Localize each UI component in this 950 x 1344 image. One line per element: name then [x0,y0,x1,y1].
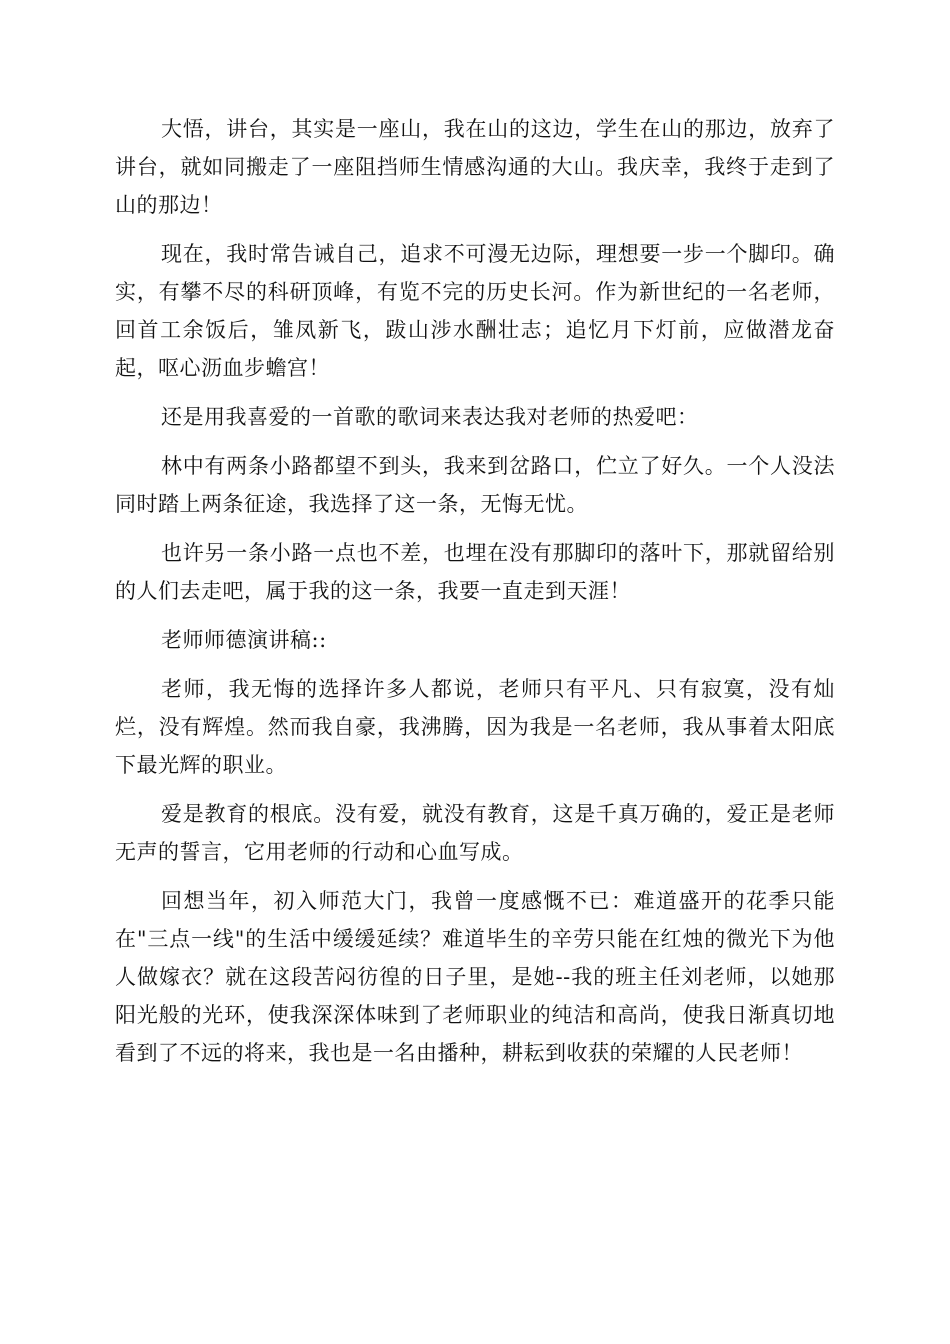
paragraph: 老师，我无悔的选择许多人都说，老师只有平凡、只有寂寞，没有灿烂，没有辉煌。然而我自豪，我沸腾，因为我是一名老师，我从事着太阳底下最光辉的职业。 [115,677,835,777]
paragraph: 也许另一条小路一点也不差，也埋在没有那脚印的落叶下，那就留给别的人们去走吧，属于我的这一条，我要一直走到天涯！ [115,541,835,603]
section-heading: 老师师德演讲稿:: [161,628,327,652]
paragraph: 回想当年，初入师范大门，我曾一度感慨不已：难道盛开的花季只能在"三点一线"的生活中缓缓延续？难道毕生的辛劳只能在红烛的微光下为他人做嫁衣？就在这段苦闷彷徨的日子里，是她--我的班主任刘老师，以她那阳光般的光环，使我深深体味到了老师职业的纯洁和高尚，使我日渐真切地看到了不远的将来，我也是一名由播种，耕耘到收获的荣耀的人民老师！ [115,889,835,1065]
paragraph: 大悟，讲台，其实是一座山，我在山的这边，学生在山的那边，放弃了讲台，就如同搬走了一座阻挡师生情感沟通的大山。我庆幸，我终于走到了山的那边！ [115,117,835,217]
paragraph: 现在，我时常告诫自己，追求不可漫无边际，理想要一步一个脚印。确实，有攀不尽的科研顶峰，有览不完的历史长河。作为新世纪的一名老师，回首工余饭后，雏凤新飞，跋山涉水酬壮志；追忆月下灯前，应做潜龙奋起，呕心沥血步蟾宫！ [115,242,835,380]
paragraph: 林中有两条小路都望不到头，我来到岔路口，伫立了好久。一个人没法同时踏上两条征途，我选择了这一条，无悔无忧。 [115,454,835,516]
paragraph: 爱是教育的根底。没有爱，就没有教育，这是千真万确的，爱正是老师无声的誓言，它用老师的行动和心血写成。 [115,802,835,864]
paragraph: 还是用我喜爱的一首歌的歌词来表达我对老师的热爱吧： [161,405,699,429]
document-body [115,110,835,1083]
